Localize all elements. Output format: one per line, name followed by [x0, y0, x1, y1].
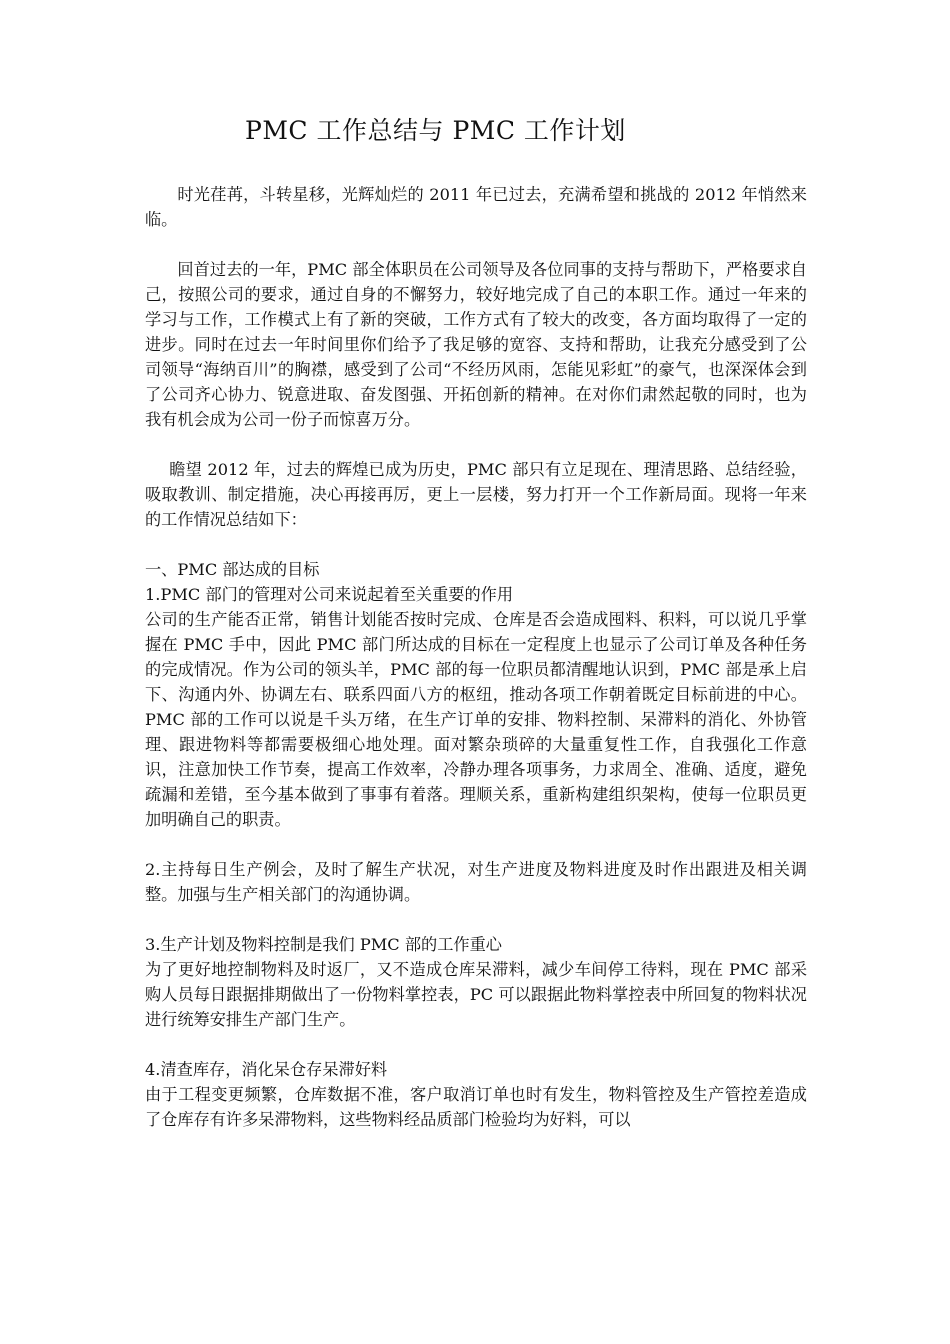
intro-paragraph-3: 瞻望 2012 年，过去的辉煌已成为历史，PMC 部只有立足现在、理清思路、总结经验，吸取教训、制定措施，决心再接再厉，更上一层楼，努力打开一个工作新局面。现将一年来的工作情况总结如下：	[145, 460, 807, 529]
section-heading-1: 一、PMC 部达成的目标	[145, 560, 320, 579]
item-3-body: 为了更好地控制物料及时返厂，又不造成仓库呆滞料，减少车间停工待料，现在 PMC 部采购人员每日跟据排期做出了一份物料掌控表，PC 可以跟据此物料掌控表中所回复的物料状况进行统筹安排生产部门生产。	[145, 960, 807, 1029]
item-1	[145, 582, 807, 832]
intro-paragraph-2: 回首过去的一年，PMC 部全体职员在公司领导及各位同事的支持与帮助下，严格要求自己，按照公司的要求，通过自身的不懈努力，较好地完成了自己的本职工作。通过一年来的学习与工作，工作模式上有了新的突破，工作方式有了较大的改变，各方面均取得了一定的进步。同时在过去一年时间里你们给予了我足够的宽容、支持和帮助，让我充分感受到了公司领导“海纳百川”的胸襟，感受到了公司“不经历风雨，怎能见彩虹”的豪气，也深深体会到了公司齐心协力、锐意进取、奋发图强、开拓创新的精神。在对你们肃然起敬的同时，也为我有机会成为公司一份子而惊喜万分。	[145, 260, 807, 429]
item-3	[145, 932, 807, 1032]
document-body	[145, 182, 807, 1157]
intro-paragraph-1: 时光荏苒，斗转星移，光辉灿烂的 2011 年已过去，充满希望和挑战的 2012 年悄然来临。	[145, 185, 807, 229]
item-4-heading: 4.清查库存，消化呆仓存呆滞好料	[145, 1060, 388, 1079]
item-3-heading: 3.生产计划及物料控制是我们 PMC 部的工作重心	[145, 935, 502, 954]
item-1-heading: 1.PMC 部门的管理对公司来说起着至关重要的作用	[145, 585, 514, 604]
document-title: PMC 工作总结与 PMC 工作计划	[245, 116, 626, 145]
item-4	[145, 1057, 807, 1132]
item-1-body: 公司的生产能否正常，销售计划能否按时完成、仓库是否会造成囤料、积料，可以说几乎掌握在 PMC 手中，因此 PMC 部门所达成的目标在一定程度上也显示了公司订单及各种任务的完成情况。作为公司的领头羊，PMC 部的每一位职员都清醒地认识到，PMC 部是承上启下、沟通内外、协调左右、联系四面八方的枢纽，推动各项工作朝着既定目标前进的中心。PMC 部的工作可以说是千头万绪，在生产订单的安排、物料控制、呆滞料的消化、外协管理、跟进物料等都需要极细心地处理。面对繁杂琐碎的大量重复性工作，自我强化工作意识，注意加快工作节奏，提高工作效率，冷静办理各项事务，力求周全、准确、适度，避免疏漏和差错，至今基本做到了事事有着落。理顺关系，重新构建组织架构，使每一位职员更加明确自己的职责。	[145, 610, 807, 829]
item-2: 2.主持每日生产例会，及时了解生产状况，对生产进度及物料进度及时作出跟进及相关调整。加强与生产相关部门的沟通协调。	[145, 860, 807, 904]
item-4-body: 由于工程变更频繁，仓库数据不准，客户取消订单也时有发生，物料管控及生产管控差造成了仓库存有许多呆滞物料，这些物料经品质部门检验均为好料，可以	[145, 1085, 807, 1129]
